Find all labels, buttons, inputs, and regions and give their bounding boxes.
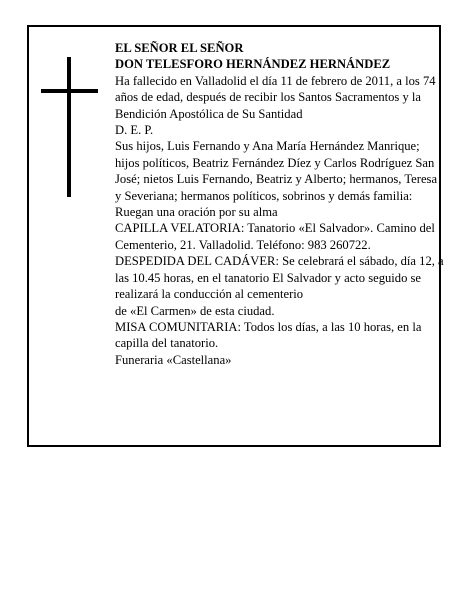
notice-text bbox=[115, 40, 445, 368]
despedida-cadaver-cont: de «El Carmen» de esta ciudad. bbox=[115, 303, 275, 318]
heading-line-1: EL SEÑOR EL SEÑOR bbox=[115, 41, 244, 55]
dep-line: D. E. P. bbox=[115, 123, 154, 138]
misa-comunitaria: MISA COMUNITARIA: Todos los días, a las 10 horas, en la capilla del tanatorio. bbox=[115, 319, 422, 351]
deceased-name: DON TELESFORO HERNÁNDEZ HERNÁNDEZ bbox=[115, 57, 391, 72]
obituary-notice bbox=[27, 25, 444, 447]
cross-vertical-bar bbox=[67, 57, 71, 197]
cross-horizontal-bar bbox=[41, 89, 98, 93]
capilla-velatoria: CAPILLA VELATORIA: Tanatorio «El Salvador». Camino del Cementerio, 21. Valladolid. Teléfono: 983 260722. bbox=[115, 221, 435, 252]
despedida-cadaver: DESPEDIDA DEL CADÁVER: Se celebrará el sábado, día 12, a las 10.45 horas, en el tanatorio El Salvador y acto seguido se realizará la conducción al cementerio bbox=[115, 254, 444, 302]
family-list: Sus hijos, Luis Fernando y Ana María Hernández Manrique; hijos políticos, Beatriz Fernández Díez y Carlos Rodríguez San José; nietos Luis Fernando, Beatriz y Alberto; hermanos, Teresa y Severiana; hermanos políticos, sobrinos y demás familia: bbox=[115, 139, 438, 203]
prayer-request: Ruegan una oración por su alma bbox=[115, 205, 278, 220]
funeraria: Funeraria «Castellana» bbox=[115, 352, 232, 367]
announcement: Ha fallecido en Valladolid el día 11 de febrero de 2011, a los 74 años de edad, después de recibir los Santos Sacramentos y la Bendición Apostólica de Su Santidad bbox=[115, 73, 436, 121]
